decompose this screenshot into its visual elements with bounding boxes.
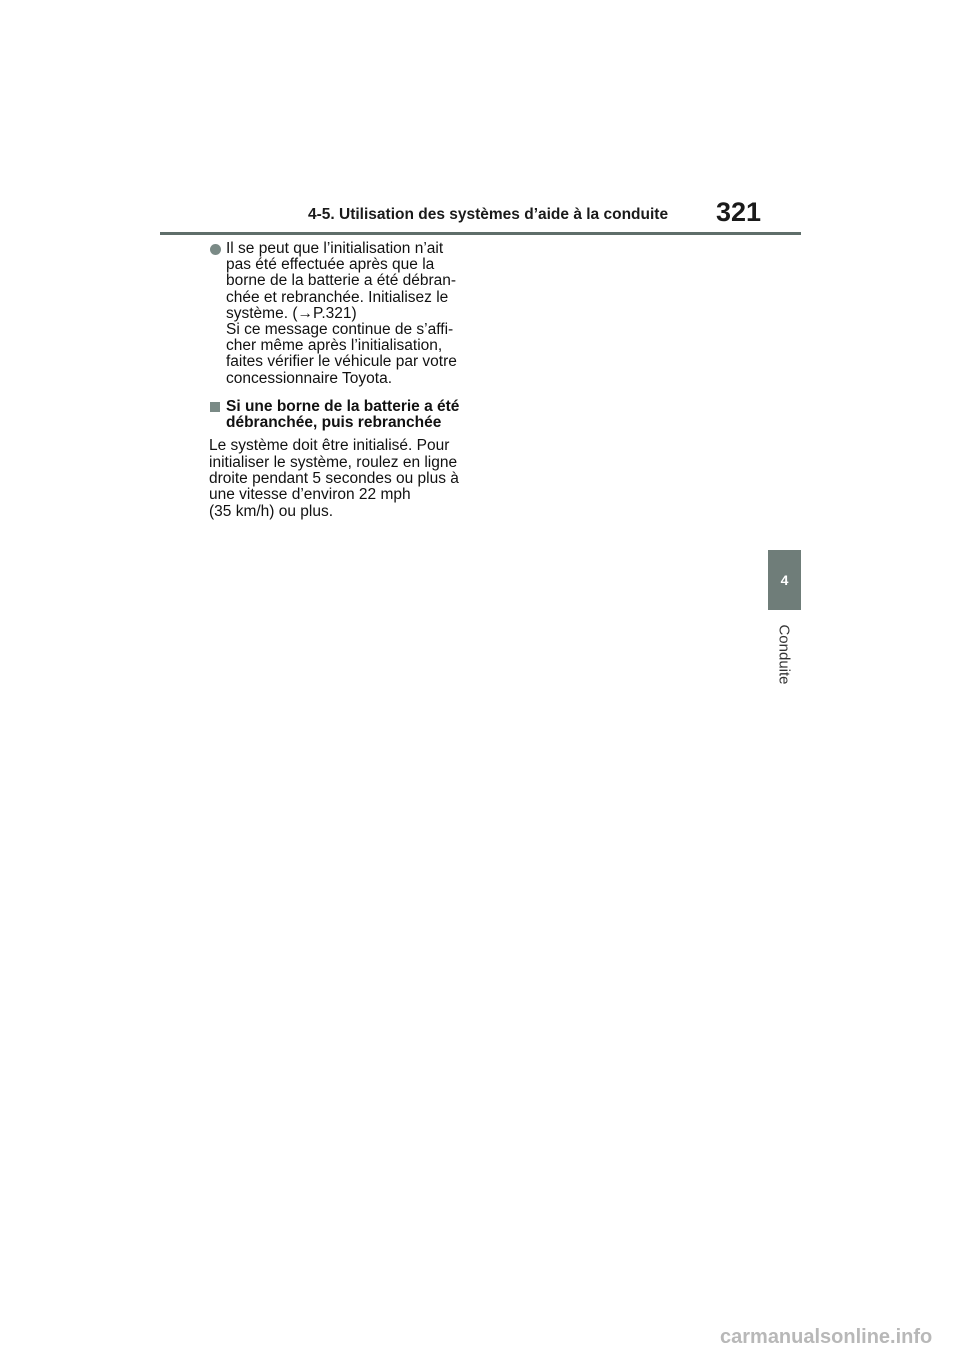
main-content bbox=[209, 241, 471, 520]
bullet-line: cher même après l’initialisation, bbox=[226, 337, 443, 355]
page-number: 321 bbox=[716, 197, 762, 227]
paragraph-line: Le système doit être initialisé. Pour bbox=[209, 437, 450, 455]
chapter-number: 4 bbox=[780, 572, 789, 588]
bullet-item bbox=[209, 241, 471, 387]
paragraph-line: une vitesse d’environ 22 mph bbox=[209, 486, 411, 504]
chapter-label: Conduite bbox=[775, 623, 793, 685]
chapter-tab[interactable] bbox=[768, 550, 801, 610]
bullet-line: chée et rebranchée. Initialisez le bbox=[226, 288, 449, 306]
page-reference-link[interactable]: système. (→P.321) bbox=[226, 304, 357, 322]
bullet-line: faites vérifier le véhicule par votre bbox=[226, 353, 457, 371]
bullet-line: pas été effectuée après que la bbox=[226, 256, 435, 274]
paragraph-line: initialiser le système, roulez en ligne bbox=[209, 453, 458, 471]
bullet-line: Si ce message continue de s’affi- bbox=[226, 321, 454, 339]
header-divider bbox=[160, 232, 801, 235]
heading-line: Si une borne de la batterie a été bbox=[226, 397, 460, 415]
bullet-line: borne de la batterie a été débran- bbox=[226, 272, 457, 290]
bullet-line: Il se peut que l’initialisation n’ait bbox=[226, 240, 444, 257]
chapter-label-container bbox=[752, 620, 816, 688]
paragraph-line: droite pendant 5 secondes ou plus à bbox=[209, 470, 459, 488]
body-paragraph bbox=[209, 438, 471, 520]
square-bullet-icon bbox=[210, 402, 220, 412]
watermark: carmanualsonline.info bbox=[720, 1326, 933, 1348]
bullet-icon bbox=[210, 244, 221, 255]
heading-line: débranchée, puis rebranchée bbox=[226, 414, 442, 432]
bullet-line: concessionnaire Toyota. bbox=[226, 369, 393, 387]
subsection-heading bbox=[209, 399, 471, 431]
paragraph-line: (35 km/h) ou plus. bbox=[209, 502, 334, 520]
section-title: 4-5. Utilisation des systèmes d’aide à la conduite bbox=[308, 206, 669, 223]
